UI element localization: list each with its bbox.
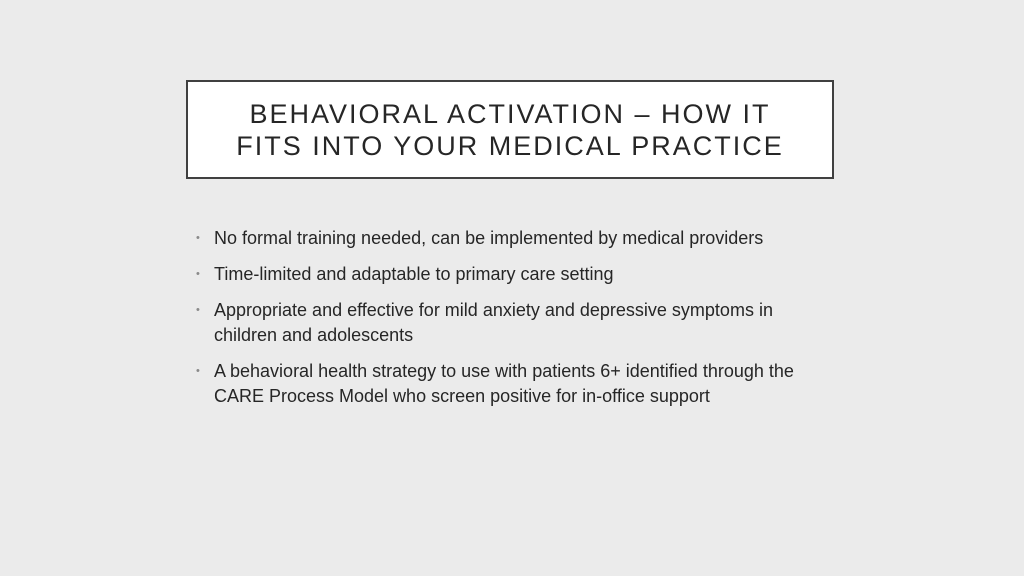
bullet-text: A behavioral health strategy to use with patients 6+ identified through the CARE Process Model who screen positive for in-office support [214, 361, 794, 406]
slide-title: BEHAVIORAL ACTIVATION – HOW IT FITS INTO YOUR MEDICAL PRACTICE [236, 98, 784, 161]
title-box [186, 80, 834, 179]
bullet-text: No formal training needed, can be implemented by medical providers [214, 228, 764, 248]
bullet-dot-icon: • [196, 304, 200, 316]
bullet-dot-icon: • [196, 365, 200, 377]
bullet-text: Time-limited and adaptable to primary care setting [214, 264, 614, 284]
bullet-text: Appropriate and effective for mild anxiety and depressive symptoms in children and adolescents [214, 300, 773, 345]
bullet-list [196, 226, 836, 409]
bullet-item [196, 226, 836, 251]
bullet-item [196, 262, 836, 287]
slide-content [196, 226, 836, 420]
bullet-dot-icon: • [196, 268, 200, 280]
bullet-item [196, 359, 836, 409]
bullet-item [196, 298, 836, 348]
bullet-dot-icon: • [196, 232, 200, 244]
